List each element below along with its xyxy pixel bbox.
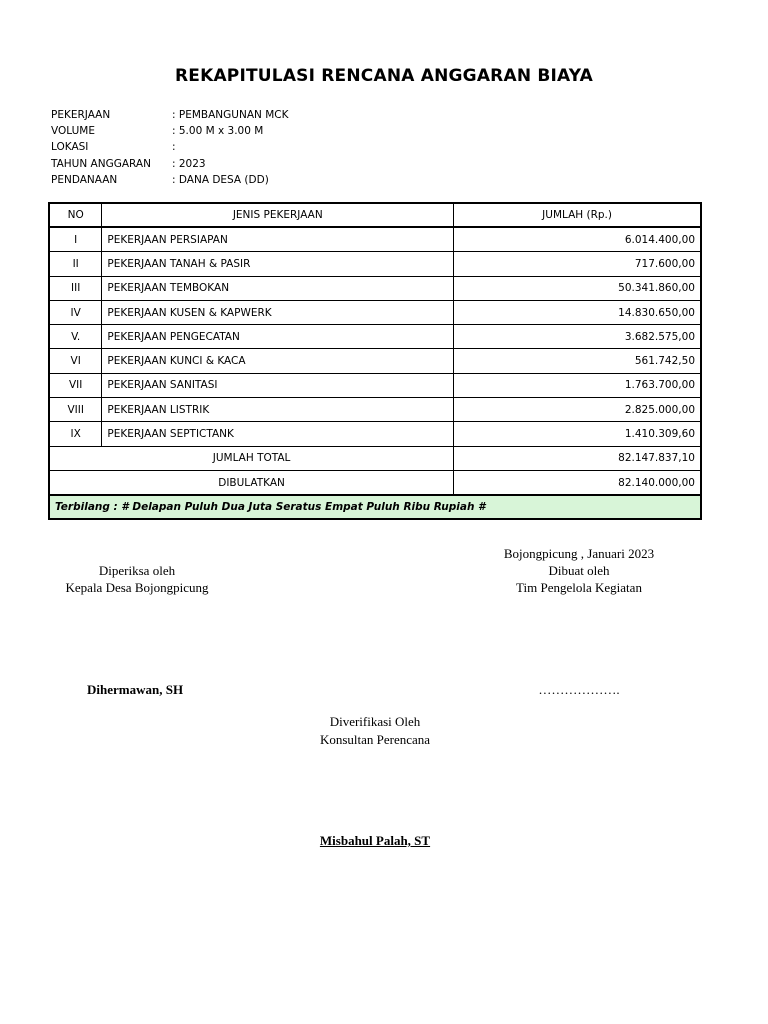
right-signatory-name: ………………. — [538, 682, 620, 697]
row-job: PEKERJAAN TANAH & PASIR — [102, 252, 454, 276]
total-label: JUMLAH TOTAL — [49, 446, 454, 470]
table-row — [49, 227, 701, 252]
table-row — [49, 422, 701, 446]
info-label: LOKASI — [51, 141, 89, 154]
row-no: VIII — [49, 398, 102, 422]
row-amount: 717.600,00 — [454, 252, 701, 276]
table-row — [49, 398, 701, 422]
row-amount: 1.763.700,00 — [454, 373, 701, 397]
right-sign-role: Dibuat oleh — [548, 563, 610, 578]
total-amount: 82.147.837,10 — [454, 446, 701, 470]
info-value: : DANA DESA (DD) — [172, 173, 269, 186]
row-no: VI — [49, 349, 102, 373]
info-value: : 5.00 M x 3.00 M — [172, 125, 264, 138]
row-amount: 1.410.309,60 — [454, 422, 701, 446]
center-signatory-name: Misbahul Palah, ST — [319, 833, 431, 848]
table-row — [49, 349, 701, 373]
center-sign-title: Konsultan Perencana — [319, 732, 431, 747]
row-amount: 561.742,50 — [454, 349, 701, 373]
row-no: VII — [49, 373, 102, 397]
row-amount: 3.682.575,00 — [454, 325, 701, 349]
info-value: : PEMBANGUNAN MCK — [172, 109, 289, 121]
table-row — [49, 276, 701, 300]
right-sign-title: Tim Pengelola Kegiatan — [516, 580, 642, 595]
info-label: TAHUN ANGGARAN — [51, 157, 151, 170]
row-job: PEKERJAAN SEPTICTANK — [102, 422, 454, 446]
row-amount: 6.014.400,00 — [454, 227, 701, 252]
rounded-amount: 82.140.000,00 — [454, 470, 701, 495]
center-sign-role: Diverifikasi Oleh — [329, 714, 421, 729]
row-amount: 14.830.650,00 — [454, 300, 701, 324]
table-row — [49, 373, 701, 397]
row-job: PEKERJAAN KUNCI & KACA — [102, 349, 454, 373]
row-amount: 2.825.000,00 — [454, 398, 701, 422]
header-job: JENIS PEKERJAAN — [102, 203, 454, 227]
budget-table — [48, 202, 702, 520]
row-no: III — [49, 276, 102, 300]
terbilang-text: Terbilang : # Delapan Puluh Dua Juta Seratus Empat Puluh Ribu Rupiah # — [49, 495, 701, 519]
left-sign-title: Kepala Desa Bojongpicung — [65, 580, 209, 595]
place-date: Bojongpicung , Januari 2023 — [503, 546, 655, 561]
info-label: VOLUME — [51, 125, 95, 138]
header-amount: JUMLAH (Rp.) — [454, 203, 701, 227]
info-value: : — [172, 141, 176, 154]
table-row — [49, 300, 701, 324]
info-label: PEKERJAAN — [51, 109, 111, 121]
row-job: PEKERJAAN KUSEN & KAPWERK — [102, 300, 454, 324]
page-title: REKAPITULASI RENCANA ANGGARAN BIAYA — [174, 66, 594, 86]
row-job: PEKERJAAN LISTRIK — [102, 398, 454, 422]
header-no: NO — [49, 203, 102, 227]
table-row — [49, 325, 701, 349]
rounded-label: DIBULATKAN — [49, 470, 454, 495]
table-row — [49, 252, 701, 276]
left-signatory-name: Dihermawan, SH — [87, 682, 184, 697]
table-header-row — [49, 203, 701, 227]
row-amount: 50.341.860,00 — [454, 276, 701, 300]
left-sign-role: Diperiksa oleh — [98, 563, 176, 578]
terbilang-row — [49, 495, 701, 519]
info-value: : 2023 — [172, 157, 206, 170]
row-job: PEKERJAAN SANITASI — [102, 373, 454, 397]
row-no: IX — [49, 422, 102, 446]
row-no: V. — [49, 325, 102, 349]
row-job: PEKERJAAN TEMBOKAN — [102, 276, 454, 300]
row-no: I — [49, 227, 102, 252]
row-no: II — [49, 252, 102, 276]
info-label: PENDANAAN — [51, 173, 118, 186]
row-job: PEKERJAAN PENGECATAN — [102, 325, 454, 349]
row-no: IV — [49, 300, 102, 324]
row-job: PEKERJAAN PERSIAPAN — [102, 227, 454, 252]
rounded-row — [49, 470, 701, 495]
total-row — [49, 446, 701, 470]
